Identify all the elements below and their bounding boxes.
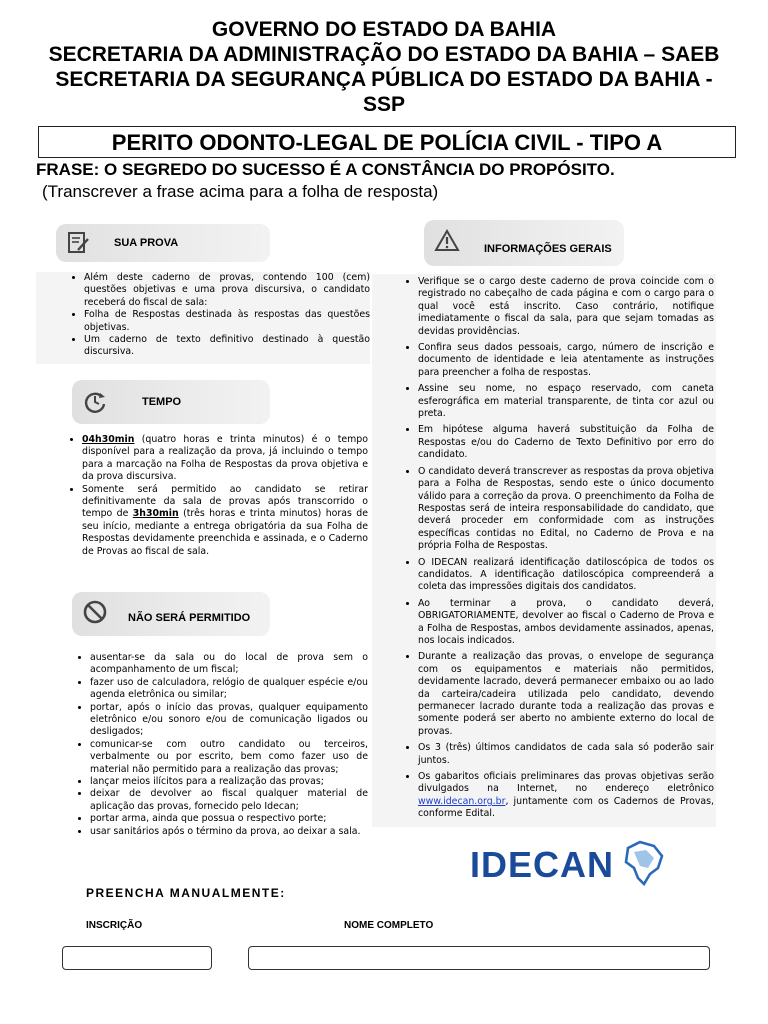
brazil-map-icon [620,838,666,888]
list-item: • fazer uso de calculadora, relógio de qualquer espécie e/ou agenda eletrônica ou similar; [90,677,368,702]
section-title-informacoes-gerais: INFORMAÇÕES GERAIS [484,243,612,255]
list-item: • lançar meios ilícitos para a realização das provas; [90,776,368,788]
header-line-1: GOVERNO DO ESTADO DA BAHIA [211,18,557,41]
list-item [82,434,368,484]
gabarito-text-post: , juntamente com os Cadernos de Provas, conforme Edital. [418,795,714,820]
list-item: • Os 3 (três) últimos candidatos de cada sala só poderão sair juntos. [418,742,714,767]
list-item: • Assine seu nome, no espaço reservado, com caneta esferográfica em material transparente, de tinta cor azul ou preta. [418,383,714,420]
list-item: • usar sanitários após o término da prova, ao deixar a sala. [90,826,368,838]
frase: FRASE: O SEGREDO DO SUCESSO É A CONSTÂNCIA DO PROPÓSITO. [36,160,615,179]
list-item: • portar, após o início das provas, qualquer equipamento eletrônico e/ou sonoro e/ou de comunicação ligados ou desligados; [90,702,368,739]
section-title-nao-permitido: NÃO SERÁ PERMITIDO [128,612,251,624]
list-item: • Folha de Respostas destinada às respostas das questões objetivas. [84,309,370,334]
warning-icon [434,228,460,254]
list-item: • O IDECAN realizará identificação datiloscópica de todos os candidatos. A identificação datiloscópica compreenderá a coleta das impressões digitais dos candidatos. [418,557,714,594]
inscricao-field[interactable] [62,946,212,970]
preencha-manualmente-label: PREENCHA MANUALMENTE: [86,886,286,900]
time-total-desc: (quatro horas e trinta minutos) é o tempo disponível para a realização da prova, já incluindo o tempo para a marcação na Folha de Respostas da prova objetiva e da prova discursiva. [82,434,368,483]
nao-permitido-content [78,652,368,838]
time-min-pre: Somente será permitido ao candidato se retirar definitivamente da sala de provas após transcorrido o tempo de [82,483,368,520]
idecan-website-link[interactable]: www.idecan.org.br [418,795,506,807]
gabarito-text-pre: Os gabaritos oficiais preliminares das provas objetivas serão divulgados na Internet, no endereço eletrônico [418,771,714,795]
time-total: 04h30min [82,434,135,445]
informacoes-gerais-content [372,274,716,827]
prohibited-icon [82,599,108,625]
list-item [418,771,714,821]
edit-document-icon [66,230,92,256]
list-item: • comunicar-se com outro candidato ou terceiros, verbalmente ou por escrito, bem como fazer uso de material não permitido para a realização das provas; [90,739,368,776]
tempo-content [70,434,368,558]
section-header-sua-prova [56,224,270,262]
transcrever-instruction: (Transcrever a frase acima para a folha de resposta) [42,182,439,201]
time-min-post: (três horas e trinta minutos) horas de seu início, mediante a entrega obrigatória da sua Folha de Respostas devidamente preenchida e assinada, e o Caderno de Provas ao fiscal de sala. [82,508,368,557]
time-min: 3h30min [132,508,179,520]
clock-icon [82,389,108,415]
sua-prova-content [36,272,370,364]
section-header-nao-permitido [72,592,270,636]
section-title-sua-prova: SUA PROVA [114,237,179,249]
list-item: • Um caderno de texto definitivo destinado à questão discursiva. [84,334,370,359]
exam-title: PERITO ODONTO-LEGAL DE POLÍCIA CIVIL - TIPO A [38,126,736,158]
list-item: • Além deste caderno de provas, contendo 100 (cem) questões objetivas e uma prova discursiva, o candidato receberá do fiscal de sala: [84,272,370,309]
idecan-logo-text: IDECAN [470,844,615,885]
section-header-tempo [72,380,270,424]
list-item: • O candidato deverá transcrever as respostas da prova objetiva para a Folha de Respostas, sendo este o único documento válido para a correção da prova. O preenchimento da Folha de Respostas será de inteira responsabilidade do candidato, que deverá proceder em conformidade com as instruções específicas contidas no Edital, no Caderno de Prova e na própria Folha de Respostas. [418,466,714,553]
header-line-3: SECRETARIA DA SEGURANÇA PÚBLICA DO ESTADO DA BAHIA - [55,68,713,91]
section-title-tempo: TEMPO [142,396,182,408]
list-item [82,484,368,558]
header-line-2: SECRETARIA DA ADMINISTRAÇÃO DO ESTADO DA BAHIA – SAEB [48,43,720,66]
list-item: • deixar de devolver ao fiscal qualquer material de aplicação das provas, fornecido pelo Idecan; [90,788,368,813]
list-item: • Verifique se o cargo deste caderno de prova coincide com o registrado no cabeçalho de cada página e com o cargo para o qual você está inscrito. Caso contrário, notifique imediatamente o fiscal da sala, para que sejam tomadas as devidas providências. [418,276,714,338]
list-item: • Confira seus dados pessoais, cargo, número de inscrição e documento de identidade e leia atentamente as instruções para preencher a folha de respostas. [418,342,714,379]
list-item: • Ao terminar a prova, o candidato deverá, OBRIGATORIAMENTE, devolver ao fiscal o Caderno de Prova e a Folha de Respostas, ambos devidamente assinados, apenas, nos locais indicados. [418,598,714,648]
idecan-logo [470,842,670,888]
list-item: • portar arma, ainda que possua o respectivo porte; [90,813,368,825]
header-line-4: SSP [362,93,406,116]
inscricao-label: INSCRIÇÃO [86,920,143,931]
section-header-informacoes-gerais [424,220,624,266]
nome-completo-field[interactable] [248,946,710,970]
list-item: • ausentar-se da sala ou do local de prova sem o acompanhamento de um fiscal; [90,652,368,677]
list-item: • Em hipótese alguma haverá substituição da Folha de Respostas e/ou do Caderno de Texto Definitivo por erro do candidato. [418,424,714,461]
nome-completo-label: NOME COMPLETO [344,920,434,931]
list-item: • Durante a realização das provas, o envelope de segurança com os equipamentos e materiais não permitidos, devidamente lacrado, deverá permanecer embaixo ou ao lado da carteira/cadeira utilizada pelo candidato, devendo permanecer lacrado durante toda a realização das provas e somente poderá ser aberto no ambiente externo do local de provas. [418,651,714,738]
